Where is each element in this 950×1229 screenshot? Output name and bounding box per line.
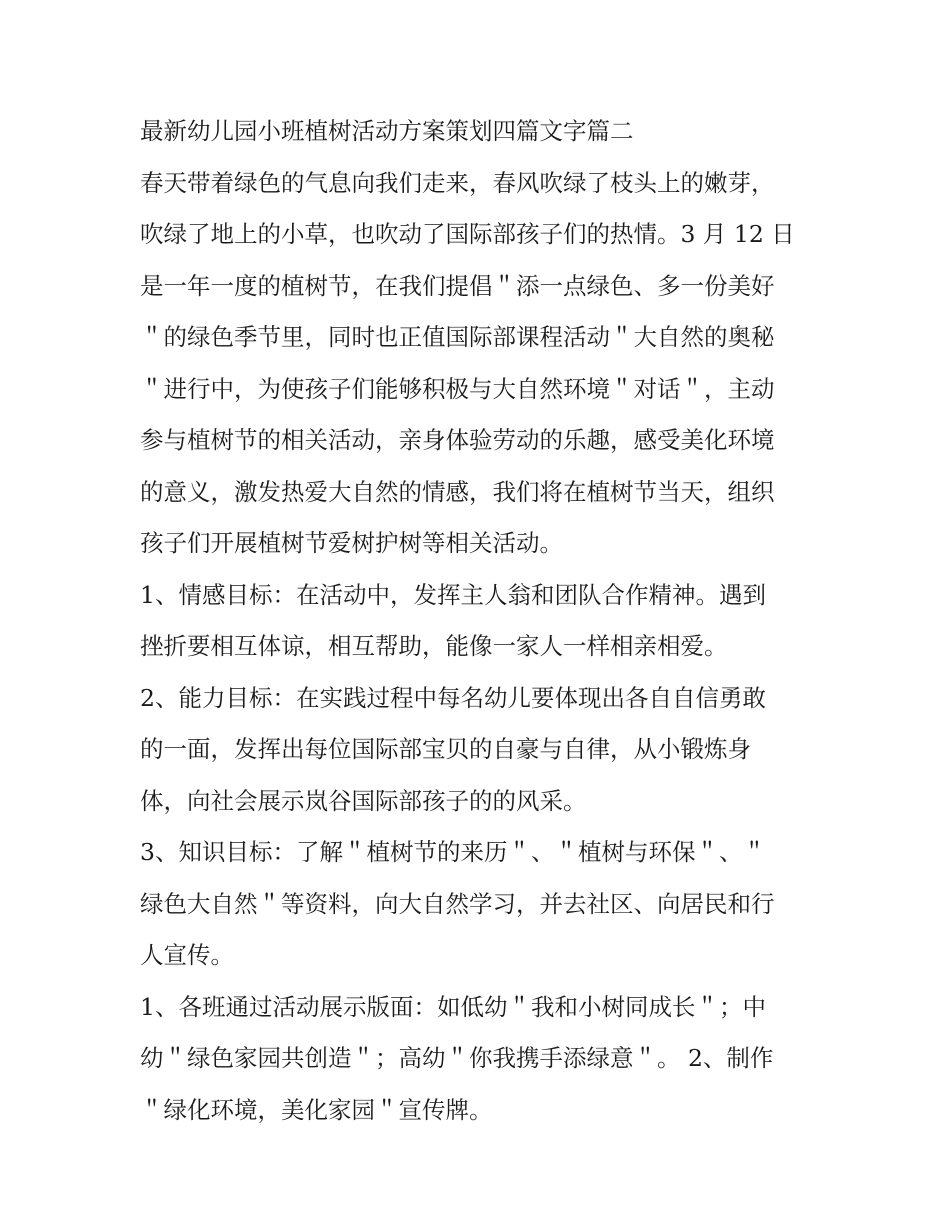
body-line: 孩子们开展植树节爱树护树等相关活动。 <box>140 529 563 557</box>
body-line: 人宣传。 <box>140 941 234 969</box>
document-body <box>140 106 820 1136</box>
body-line: 吹绿了地上的小草，也吹动了国际部孩子们的热情。3 月 12 日 <box>140 220 795 248</box>
body-line: 3、知识目标：了解＂植树节的来历＂、＂植树与环保＂、＂ <box>140 838 766 866</box>
body-line: 幼＂绿色家园共创造＂；高幼＂你我携手添绿意＂。 2、制作 <box>140 1044 774 1072</box>
body-line: 绿色大自然＂等资料，向大自然学习，并去社区、向居民和行 <box>140 889 775 918</box>
body-line: ＂的绿色季节里，同时也正值国际部课程活动＂大自然的奥秘 <box>140 323 775 351</box>
body-line: ＂进行中，为使孩子们能够积极与大自然环境＂对话＂，主动 <box>140 374 775 403</box>
body-line: 的一面，发挥出每位国际部宝贝的自豪与自律，从小锻炼身 <box>140 735 751 763</box>
body-line: 春天带着绿色的气息向我们走来，春风吹绿了枝头上的嫩芽， <box>140 168 775 197</box>
body-line: ＂绿化环境，美化家园＂宣传牌。 <box>140 1095 493 1124</box>
body-line: 2、能力目标：在实践过程中每名幼儿要体现出各自自信勇敢 <box>140 683 766 712</box>
body-line: 1、各班通过活动展示版面：如低幼＂我和小树同成长＂；中 <box>140 992 766 1021</box>
body-line: 是一年一度的植树节，在我们提倡＂添一点绿色、多一份美好 <box>140 271 775 300</box>
body-line: 挫折要相互体谅，相互帮助，能像一家人一样相亲相爱。 <box>140 632 728 660</box>
body-line: 参与植树节的相关活动，亲身体验劳动的乐趣，感受美化环境 <box>140 426 775 454</box>
body-line: 体，向社会展示岚谷国际部孩子的的风采。 <box>140 786 587 815</box>
body-line: 1、情感目标：在活动中，发挥主人翁和团队合作精神。遇到 <box>140 580 766 609</box>
body-line: 的意义，激发热爱大自然的情感，我们将在植树节当天，组织 <box>140 477 775 506</box>
document-title: 最新幼儿园小班植树活动方案策划四篇文字篇二 <box>140 117 634 145</box>
